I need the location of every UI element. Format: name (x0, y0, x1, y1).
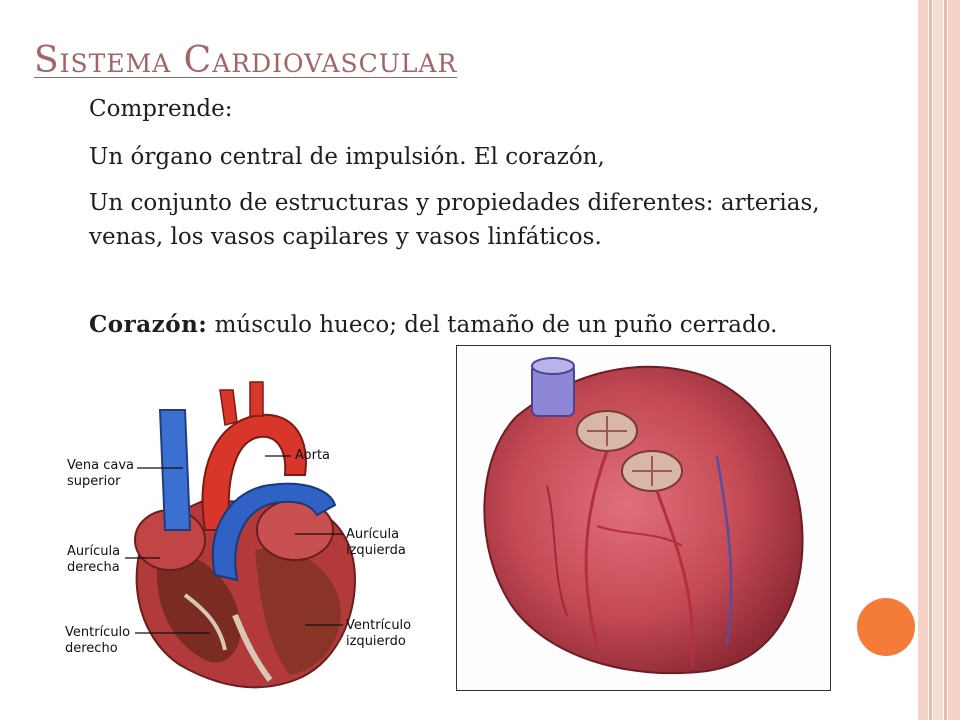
paragraph-corazon (89, 308, 829, 342)
paragraph-comprende: Comprende: (89, 96, 233, 122)
label-ventriculo-derecho-line1: Ventrículo (65, 625, 131, 640)
label-auricula-derecha-line1: Aurícula (67, 544, 121, 559)
paragraph-organo-central: Un órgano central de impulsión. El corazón, (89, 144, 605, 170)
label-auricula-derecha-line2: derecha (67, 560, 120, 575)
label-ventriculo-izquierdo (346, 618, 411, 650)
border-stripe (933, 0, 943, 720)
heart-diagram (55, 380, 445, 720)
label-auricula-izquierda (346, 527, 406, 559)
slide-title: Sistema Cardiovascular (34, 40, 458, 81)
label-vena-cava-line2: superior (67, 474, 121, 489)
border-stripe (944, 0, 947, 720)
label-ventriculo-derecho-line2: derecho (65, 641, 118, 656)
label-ventriculo-izquierdo-line2: izquierdo (346, 634, 406, 649)
border-stripe (918, 0, 928, 720)
label-ventriculo-derecho (65, 625, 130, 657)
label-auricula-derecha (67, 544, 120, 576)
border-stripe (929, 0, 932, 720)
label-vena-cava-line1: Vena cava (67, 458, 134, 473)
label-auricula-izquierda-line2: izquierda (346, 543, 406, 558)
heart-photo (456, 345, 831, 691)
corazon-definition: músculo hueco; del tamaño de un puño cerrado. (207, 312, 778, 338)
border-stripe (948, 0, 960, 720)
label-vena-cava (67, 458, 134, 490)
label-ventriculo-izquierdo-line1: Ventrículo (346, 618, 412, 633)
corazon-term: Corazón: (89, 311, 208, 338)
paragraph-estructuras: Un conjunto de estructuras y propiedades diferentes: arterias, venas, los vasos capilares y vasos linfáticos. (89, 190, 820, 250)
label-auricula-izquierda-line1: Aurícula (346, 527, 400, 542)
accent-circle (857, 598, 915, 656)
label-aorta: Aorta (295, 448, 331, 463)
heart-external-illustration (457, 346, 830, 690)
